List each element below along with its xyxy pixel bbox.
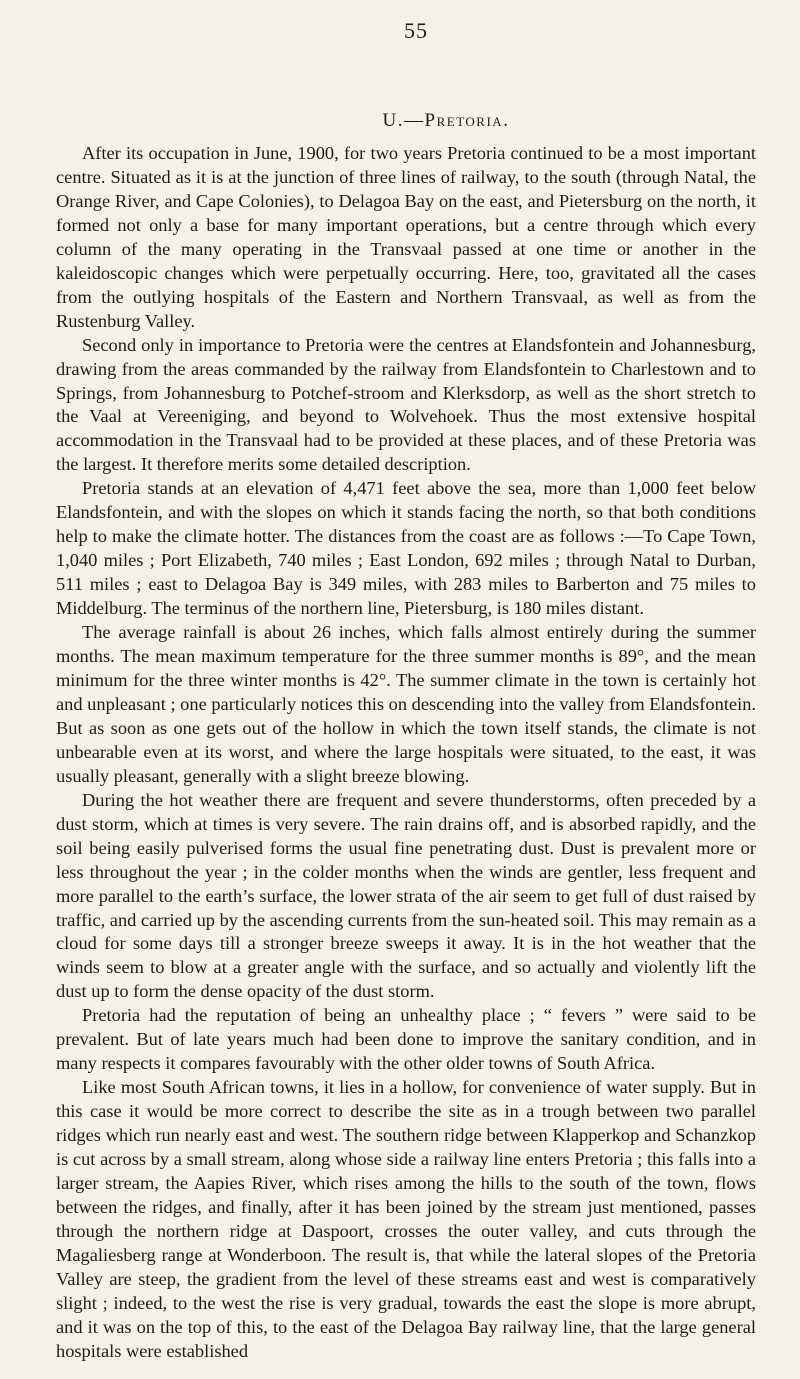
section-heading <box>136 110 756 132</box>
paragraph-elevation-distances: Pretoria stands at an elevation of 4,471 feet above the sea, more than 1,000 feet below Elandsfontein, and with the slopes on which it stands facing the north, so that both conditions help to make the climate hotter. The distances from the coast are as follows :—To Cape Town, 1,040 miles ; Port Elizabeth, 740 miles ; East London, 692 miles ; through Natal to Durban, 511 miles ; east to Delagoa Bay is 349 miles, with 283 miles to Barberton and 75 miles to Middelburg. The terminus of the northern line, Pietersburg, is 180 miles distant. <box>56 478 756 619</box>
paragraph-climate: The average rainfall is about 26 inches, which falls almost entirely during the summer months. The mean maximum temperature for the three summer months is 89°, and the mean minimum for the three winter months is 42°. The summer climate in the town is certainly hot and unpleasant ; one particularly notices this on descending into the valley from Elandsfontein. But as soon as one gets out of the hollow in which the town itself stands, the climate is not unbearable even at its worst, and where the large hospitals were situated, to the east, it was usually pleasant, generally with a slight breeze blowing. <box>56 622 756 786</box>
section-heading-name: Pretoria. <box>424 110 510 131</box>
body-text <box>56 142 756 1364</box>
section-heading-prefix: U.— <box>382 110 425 131</box>
paragraph-site-description: Like most South African towns, it lies in a hollow, for convenience of water supply. But in this case it would be more correct to describe the site as in a trough between two parallel ridges which run nearly east and west. The southern ridge between Klapperkop and Schanzkop is cut across by a small stream, along whose side a railway line enters Pretoria ; this falls into a larger stream, the Aapies River, which rises among the hills to the south of the town, flows between the ridges, and finally, after it has been joined by the stream just mentioned, passes through the northern ridge at Daspoort, crosses the outer valley, and cuts through the Magaliesberg range at Wonderboon. The result is, that while the lateral slopes of the Pretoria Valley are steep, the gradient from the level of these streams east and west is comparatively slight ; indeed, to the west the rise is very gradual, towards the east the slope is more abrupt, and it was on the top of this, to the east of the Delagoa Bay railway line, that the large general hospitals were established <box>56 1077 756 1361</box>
paragraph-occupation: After its occupation in June, 1900, for two years Pretoria continued to be a most important centre. Situated as it is at the junction of three lines of railway, to the south (through Natal, the Orange River, and Cape Colonies), to Delagoa Bay on the east, and Pietersburg on the north, it formed not only a base for many important operations, but a centre through which every column of the many operating in the Transvaal passed at one time or another in the kaleidoscopic changes which were perpetually occurring. Here, too, gravitated all the cases from the outlying hospitals of the Eastern and Northern Transvaal, as well as from the Rustenburg Valley. <box>56 143 756 331</box>
paragraph-thunderstorms-dust: During the hot weather there are frequent and severe thunderstorms, often preceded by a dust storm, which at times is very severe. The rain drains off, and is absorbed rapidly, and the soil being easily pulverised forms the usual fine penetrating dust. Dust is prevalent more or less throughout the year ; in the colder months when the winds are gentler, less frequent and more parallel to the earth’s surface, the lower strata of the air seem to get full of dust raised by traffic, and carried up by the ascending currents from the sun-heated soil. This may remain as a cloud for some days till a stronger breeze sweeps it away. It is in the hot weather that the winds seem to blow at a greater angle with the surface, and so actually and violently lift the dust up to form the dense opacity of the dust storm. <box>56 789 756 1002</box>
paragraph-reputation: Pretoria had the reputation of being an unhealthy place ; “ fevers ” were said to be prevalent. But of late years much had been done to improve the sanitary condition, and in many respects it compares favourably with the other older towns of South Africa. <box>56 1005 756 1074</box>
page-number: 55 <box>404 18 428 43</box>
paragraph-secondary-centres: Second only in importance to Pretoria were the centres at Elandsfontein and Johannesburg, drawing from the areas commanded by the railway from Elandsfontein to Charlestown and to Springs, from Johannesburg to Potchef-stroom and Klerksdorp, as well as the short stretch to the Vaal at Vereeniging, and beyond to Wolvehoek. Thus the most extensive hospital accommodation in the Transvaal had to be provided at these places, and of these Pretoria was the largest. It therefore merits some detailed description. <box>56 334 756 475</box>
